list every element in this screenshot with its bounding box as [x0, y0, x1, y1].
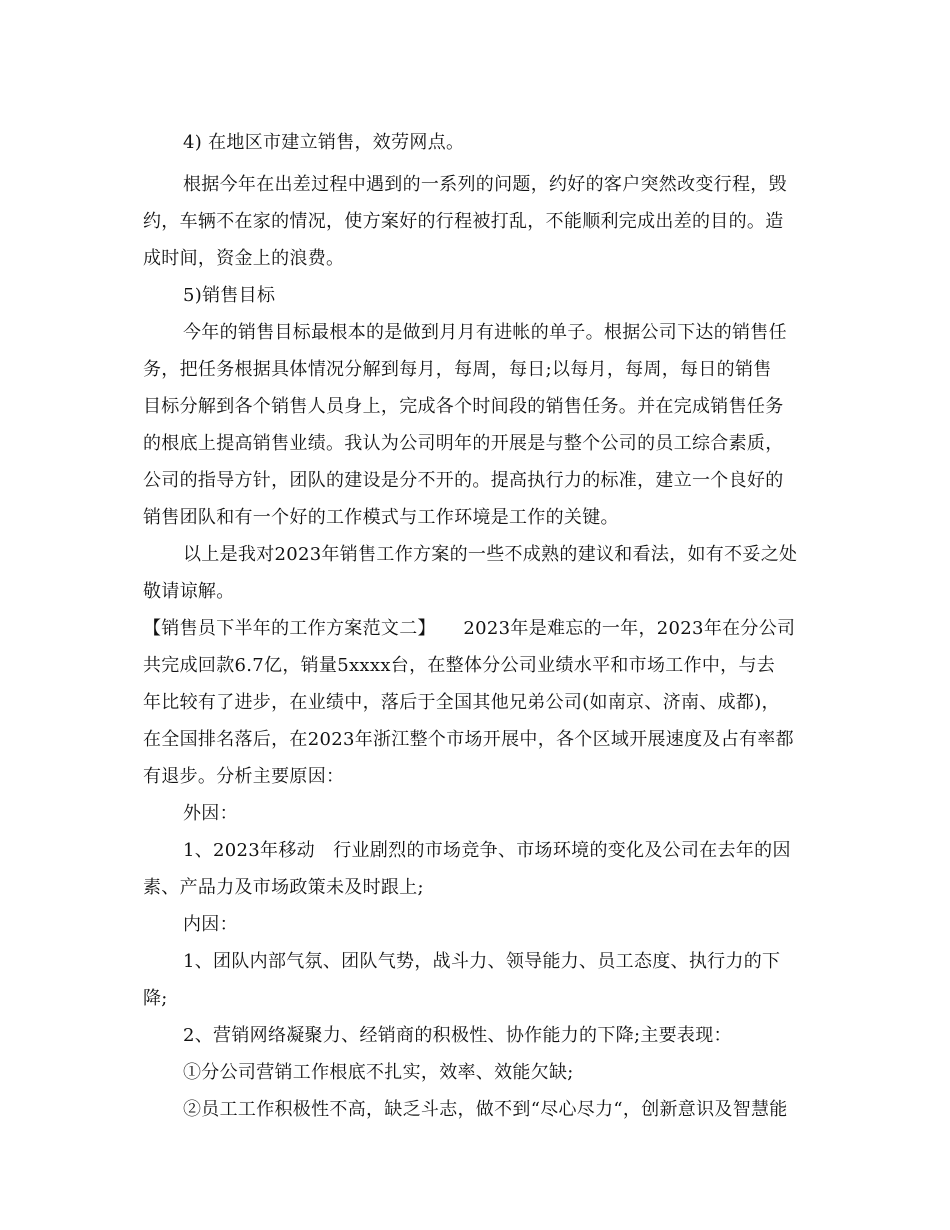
- text-line: 销售团队和有一个好的工作模式与工作环境是工作的关键。: [143, 507, 619, 528]
- text-line: 1、2023年移动 行业剧烈的市场竞争、市场环境的变化及公司在去年的因: [183, 840, 791, 861]
- text-line: 的根底上提高销售业绩。我认为公司明年的开展是与整个公司的员工综合素质，: [143, 433, 784, 454]
- text-line: 成时间，资金上的浪费。: [143, 248, 345, 269]
- text-line: 4) 在地区市建立销售，效劳网点。: [183, 132, 465, 153]
- text-line: 有退步。分析主要原因：: [143, 766, 345, 787]
- text-line: 外因：: [183, 803, 238, 824]
- text-line: ②员工工作积极性不高，缺乏斗志，做不到“尽心尽力“，创新意识及智慧能: [183, 1099, 788, 1120]
- section-heading-line: 【销售员下半年的工作方案范文二】 2023年是难忘的一年，2023年在分公司: [143, 618, 796, 639]
- text-line: 敬请谅解。: [143, 581, 235, 602]
- text-line: 内因：: [183, 914, 238, 935]
- text-line: 年比较有了进步，在业绩中，落后于全国其他兄弟公司(如南京、济南、成都)，: [143, 692, 780, 713]
- text-line: 以上是我对2023年销售工作方案的一些不成熟的建议和看法，如有不妥之处: [183, 544, 798, 565]
- text-line: 5)销售目标: [183, 285, 276, 306]
- text-line: 约，车辆不在家的情况，使方案好的行程被打乱，不能顺利完成出差的目的。造: [143, 211, 784, 232]
- text-line: 共完成回款6.7亿，销量5xxxx台，在整体分公司业绩水平和市场工作中，与去: [143, 655, 776, 676]
- text-line: ①分公司营销工作根底不扎实，效率、效能欠缺;: [183, 1062, 574, 1083]
- text-line: 公司的指导方针，团队的建设是分不开的。提高执行力的标准，建立一个良好的: [143, 470, 784, 491]
- text-line: 降;: [143, 988, 168, 1009]
- text-line: 2、营销网络凝聚力、经销商的积极性、协作能力的下降;主要表现：: [183, 1025, 732, 1046]
- text-line: 根据今年在出差过程中遇到的一系列的问题，约好的客户突然改变行程，毁: [183, 174, 787, 195]
- text-line: 务，把任务根据具体情况分解到每月，每周，每日;以每月，每周，每日的销售: [143, 359, 772, 380]
- text-line: 素、产品力及市场政策未及时跟上;: [143, 877, 424, 898]
- text-line: 今年的销售目标最根本的是做到月月有进帐的单子。根据公司下达的销售任: [183, 322, 787, 343]
- text-line: 在全国排名落后，在2023年浙江整个市场开展中，各个区域开展速度及占有率都: [143, 729, 794, 750]
- text-line: 目标分解到各个销售人员身上，完成各个时间段的销售任务。并在完成销售任务: [143, 396, 784, 417]
- text-line: 1、团队内部气氛、团队气势，战斗力、领导能力、员工态度、执行力的下: [183, 951, 781, 972]
